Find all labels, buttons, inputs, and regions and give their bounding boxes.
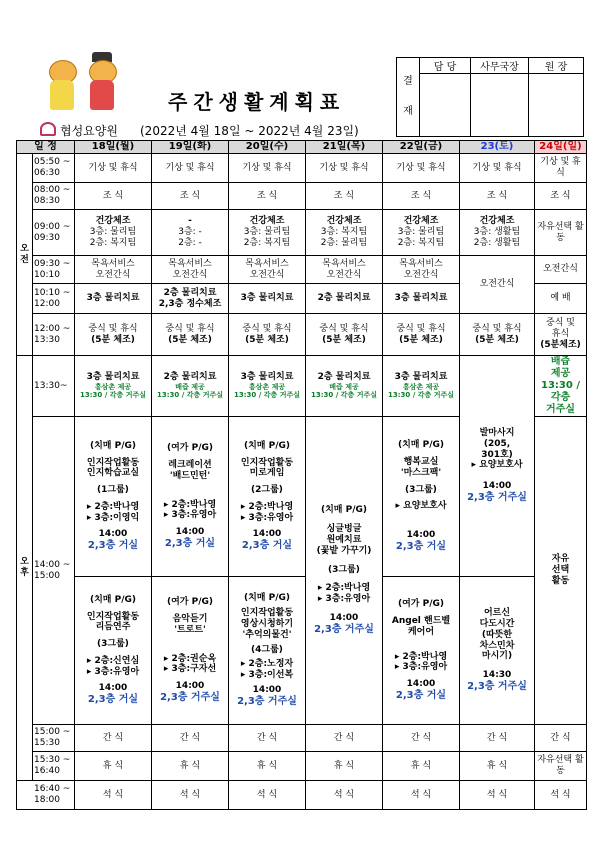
lunch-line-2: 휴식 [551, 329, 570, 340]
program-line: '마스크팩' [400, 467, 442, 478]
exercise-2f: 2층: 물리팀 [320, 237, 368, 248]
exercise-title: 건강체조 [95, 216, 131, 227]
lunch-line-1: 중식 및 [546, 318, 575, 329]
program-staff: ▸ 2층:박나영 [394, 651, 448, 662]
program-time: 14:00 [175, 681, 205, 692]
lunch-line-3: (5분체조) [540, 339, 581, 350]
time-0930: 09:30 ~ 10:10 [33, 256, 75, 284]
time-1330: 13:30~ [33, 356, 75, 417]
tiger-mascot-icon [46, 60, 78, 112]
program-type: (여가 P/G) [166, 597, 214, 608]
cell-thu-therapy: 2층 물리치료 [306, 284, 383, 314]
approval-col-director: 원 장 [529, 58, 584, 74]
cell-sun-free-activity [535, 417, 587, 725]
exercise-2f: 2층: 복지팀 [397, 237, 445, 248]
program-line: 싱글벙글 [326, 524, 362, 535]
drink-line: 각층 [550, 392, 571, 403]
approval-sign-staff[interactable] [420, 74, 471, 137]
program-group: (1그룹) [97, 485, 129, 496]
tiger-mascot-hanbok-icon [86, 60, 118, 112]
bath-label: 목욕서비스 [322, 258, 366, 269]
lunch-label: 중식 및 휴식 [242, 323, 292, 334]
drink-line: 배즙 [550, 356, 571, 367]
period-text: (2022년 4월 18일 ~ 2022년 4월 23일) [140, 124, 359, 138]
cell-fri-bath [383, 256, 460, 284]
cell-wed-wakeup: 기상 및 휴식 [229, 154, 306, 183]
program-staff: ▸ 2층:신연심 [86, 655, 140, 666]
cell-sun-exercise: 자유선택 활동 [535, 210, 587, 256]
free-line: 활동 [551, 575, 570, 586]
exercise-title: - [188, 216, 192, 227]
cell-sun-snack-pm: 간 식 [535, 725, 587, 752]
lunch-label: 중식 및 휴식 [319, 323, 369, 334]
row-therapy-pm [17, 356, 587, 417]
program-staff: ▸ 요양보호사 [471, 460, 523, 471]
cell-mon-program-a [75, 417, 152, 577]
program-line: 마시기) [481, 651, 513, 662]
cell-wed-program-a [229, 417, 306, 577]
program-line: (205, [483, 438, 511, 449]
free-line: 자유 [551, 554, 570, 565]
program-staff: ▸ 3층:이영익 [86, 512, 140, 523]
program-time: 14:00 [98, 529, 128, 540]
cell-tue-wakeup: 기상 및 휴식 [152, 154, 229, 183]
exercise-2f: 2층: 복지팀 [89, 237, 137, 248]
program-time: 14:00 [98, 683, 128, 694]
exercise-2f: 2층: 복지팀 [243, 237, 291, 248]
program-line: 케어어 [407, 626, 435, 637]
program-type: (치매 P/G) [89, 594, 137, 605]
program-type: (치매 P/G) [243, 440, 291, 451]
page-title: 주간생활계획표 [168, 90, 346, 114]
cell-thu-exercise [306, 210, 383, 256]
therapy-label: 3층 물리치료 [86, 372, 140, 383]
program-line: 레크레이션 [168, 459, 212, 470]
program-place: 2,3층 거실 [395, 689, 447, 701]
program-line: 음악듣기 [172, 613, 208, 624]
drink-note: 배즙 제공 [175, 383, 205, 391]
cell-thu-wakeup: 기상 및 휴식 [306, 154, 383, 183]
program-time: 14:00 [175, 527, 205, 538]
exercise-3f: 3층: 생활팀 [473, 227, 521, 238]
row-lunch [17, 314, 587, 356]
drink-note: 흥삼촌 제공 [94, 383, 132, 391]
approval-sign-manager[interactable] [471, 74, 529, 137]
time-0800: 08:00 ~ 08:30 [33, 183, 75, 210]
cell-wed-rest: 휴 식 [229, 752, 306, 781]
cell-fri-dinner: 석 식 [383, 781, 460, 810]
approval-label: 결 재 [397, 58, 420, 137]
program-line: 인지작업활동 [86, 457, 140, 468]
program-line: 301호) [481, 449, 513, 460]
cell-wed-therapy: 3층 물리치료 [229, 284, 306, 314]
cell-tue-lunch [152, 314, 229, 356]
program-place: 2,3층 거주실 [237, 695, 297, 707]
program-place: 2,3층 거주실 [467, 680, 527, 692]
drink-time: 13:30 / 각층 거주실 [80, 391, 146, 400]
header-thu: 21일(목) [306, 141, 383, 154]
cell-wed-program-b [229, 577, 306, 725]
program-line: 리듬연주 [95, 622, 131, 633]
program-type: (치매 P/G) [320, 505, 368, 516]
exercise-title: 건강체조 [403, 216, 439, 227]
snack-label: 오전간식 [326, 269, 362, 280]
row-rest [17, 752, 587, 781]
snack-label: 오전간식 [249, 269, 285, 280]
cell-sat-exercise [460, 210, 535, 256]
program-group: (3그룹) [97, 639, 129, 650]
time-1200: 12:00 ~ 13:30 [33, 314, 75, 356]
therapy-label: 2층 물리치료 [163, 287, 217, 298]
program-type: (여가 P/G) [397, 599, 445, 610]
cell-sat-wakeup: 기상 및 휴식 [460, 154, 535, 183]
program-staff: ▸ 2층:박나영 [163, 499, 217, 510]
drink-time: 13:30 / 각층 거주실 [388, 391, 454, 400]
cell-fri-program-b [383, 577, 460, 725]
header-sat: 23(토) [460, 141, 535, 154]
time-1010: 10:10 ~ 12:00 [33, 284, 75, 314]
header-wed: 20일(수) [229, 141, 306, 154]
program-line: 차스민차 [479, 640, 515, 651]
approval-col-manager: 사무국장 [471, 58, 529, 74]
program-staff: ▸ 2층:노정자 [240, 659, 294, 670]
cell-fri-therapy: 3층 물리치료 [383, 284, 460, 314]
program-place: 2,3층 거주실 [467, 491, 527, 503]
program-place: 2,3층 거주실 [314, 623, 374, 635]
row-program-b [17, 577, 587, 725]
organization-label: 협성요양원 [60, 124, 118, 138]
organization-logo-icon [40, 122, 56, 136]
drink-time: 13:30 / 각층 거주실 [234, 391, 300, 400]
bath-label: 목욕서비스 [91, 258, 135, 269]
snack-label: 오전간식 [403, 269, 439, 280]
drink-line: 13:30 / [541, 380, 580, 391]
drink-line: 거주실 [546, 404, 575, 415]
lunch-label: 중식 및 휴식 [396, 323, 446, 334]
cell-sat-program-a [460, 356, 535, 577]
cell-tue-bath [152, 256, 229, 284]
program-type: (치매 P/G) [89, 440, 137, 451]
cell-mon-bath [75, 256, 152, 284]
approval-box [396, 57, 584, 137]
program-place: 2,3층 거실 [87, 540, 139, 552]
cell-wed-bath [229, 256, 306, 284]
exercise-title: 건강체조 [479, 216, 515, 227]
cell-thu-rest: 휴 식 [306, 752, 383, 781]
program-time: 14:00 [329, 612, 359, 623]
cell-sat-snack: 오전간식 [460, 256, 535, 314]
program-place: 2,3층 거실 [395, 540, 447, 552]
exercise-3f: 3층: 물리팀 [243, 227, 291, 238]
header-row [17, 141, 587, 154]
lunch-label: 중식 및 휴식 [88, 323, 138, 334]
time-1530: 15:30 ~ 16:40 [33, 752, 75, 781]
exercise-3f: 3층: 물리팀 [89, 227, 137, 238]
program-time: 14:00 [482, 481, 512, 492]
row-wakeup [17, 154, 587, 183]
program-line: 인지학습교실 [86, 468, 140, 479]
cell-mon-snack: 간 식 [75, 725, 152, 752]
lunch-exercise: (5분 체조) [245, 334, 289, 345]
program-group: (3그룹) [328, 564, 360, 575]
cell-tue-dinner: 석 식 [152, 781, 229, 810]
program-line: (꽃밭 가꾸기) [316, 545, 372, 556]
cell-sun-wakeup: 기상 및 휴식 [535, 154, 587, 183]
cell-thu-bath [306, 256, 383, 284]
cell-tue-exercise [152, 210, 229, 256]
program-place: 2,3층 거실 [164, 537, 216, 549]
program-staff: ▸ 3층:이선복 [240, 670, 294, 681]
drink-note: 흥삼촌 제공 [402, 383, 440, 391]
cell-sat-program-b [460, 577, 535, 725]
cell-sun-rest: 자유선택 활동 [535, 752, 587, 781]
program-time: 14:00 [406, 530, 436, 541]
cell-sun-drink [535, 356, 587, 417]
cell-wed-snack: 간 식 [229, 725, 306, 752]
program-staff: ▸ 요양보호사 [395, 501, 447, 512]
cell-thu-program [306, 417, 383, 725]
header-fri: 22일(금) [383, 141, 460, 154]
cell-tue-program-b [152, 577, 229, 725]
program-group: (4그룹) [251, 644, 283, 655]
cell-thu-lunch [306, 314, 383, 356]
drink-time: 13:30 / 각층 거주실 [311, 391, 377, 400]
program-staff: ▸ 3층:유영아 [394, 662, 448, 673]
cell-sat-lunch [460, 314, 535, 356]
header-mon: 18일(월) [75, 141, 152, 154]
pm-label: 오 후 [17, 356, 33, 781]
snack-label: 오전간식 [95, 269, 131, 280]
program-line: '추억의물건' [242, 629, 292, 640]
cell-fri-rest: 휴 식 [383, 752, 460, 781]
program-place: 2,3층 거실 [87, 694, 139, 706]
lunch-exercise: (5분 체조) [399, 334, 443, 345]
program-line: 원예치료 [326, 534, 362, 545]
cell-sun-dinner: 석 식 [535, 781, 587, 810]
program-staff: ▸ 2층:박나영 [240, 501, 294, 512]
program-line: Angel 핸드벨 [391, 615, 451, 626]
cell-wed-dinner: 석 식 [229, 781, 306, 810]
am-label: 오 전 [17, 154, 33, 356]
document-header [0, 0, 600, 140]
cell-mon-therapy: 3층 물리치료 [75, 284, 152, 314]
program-line: (따뜻한 [481, 629, 513, 640]
time-1400: 14:00 ~ 15:00 [33, 417, 75, 725]
program-line: 어르신 [483, 608, 511, 619]
program-staff: ▸ 3층:유영아 [86, 666, 140, 677]
therapy-label: 2층 물리치료 [163, 372, 217, 383]
cell-thu-breakfast: 조 식 [306, 183, 383, 210]
cell-mon-exercise [75, 210, 152, 256]
program-line: '배드민턴' [169, 470, 211, 481]
cell-sun-worship: 예 배 [535, 284, 587, 314]
cell-thu-therapy-pm [306, 356, 383, 417]
weekly-schedule-table [16, 140, 587, 810]
cell-fri-snack: 간 식 [383, 725, 460, 752]
cell-thu-snack: 간 식 [306, 725, 383, 752]
bath-label: 목욕서비스 [399, 258, 443, 269]
cell-mon-therapy-pm [75, 356, 152, 417]
cell-sat-rest: 휴 식 [460, 752, 535, 781]
cell-fri-exercise [383, 210, 460, 256]
program-group: (2그룹) [251, 485, 283, 496]
header-sun: 24일(일) [535, 141, 587, 154]
drink-note: 흥삼촌 제공 [248, 383, 286, 391]
program-type: (치매 P/G) [397, 440, 445, 451]
bath-label: 목욕서비스 [168, 258, 212, 269]
time-1640: 16:40 ~ 18:00 [17, 781, 75, 810]
cell-wed-therapy-pm [229, 356, 306, 417]
program-staff: ▸ 2층:박나영 [86, 501, 140, 512]
program-line: 미로게임 [249, 468, 285, 479]
therapy-label: 3층 물리치료 [240, 372, 294, 383]
program-line: 발마사지 [479, 428, 515, 438]
cell-sat-dinner: 석 식 [460, 781, 535, 810]
snack-label: 오전간식 [172, 269, 208, 280]
cell-tue-therapy [152, 284, 229, 314]
cell-mon-dinner: 석 식 [75, 781, 152, 810]
program-time: 14:00 [252, 529, 282, 540]
cell-mon-program-b [75, 577, 152, 725]
cell-mon-lunch [75, 314, 152, 356]
row-breakfast [17, 183, 587, 210]
program-line: 다도시간 [479, 618, 515, 629]
lunch-label: 중식 및 휴식 [472, 323, 522, 334]
program-time: 14:00 [252, 684, 282, 695]
row-snack-pm [17, 725, 587, 752]
exercise-2f: 2층: 생활팀 [473, 237, 521, 248]
program-staff: ▸ 3층:유영아 [317, 594, 371, 605]
program-staff: ▸ 3층:유영아 [240, 512, 294, 523]
row-exercise [17, 210, 587, 256]
therapy-extra: 2,3층 정수체조 [158, 298, 222, 309]
therapy-label: 2층 물리치료 [317, 372, 371, 383]
cell-sun-snack: 오전간식 [535, 256, 587, 284]
program-line: 인지작업활동 [86, 611, 140, 622]
cell-tue-rest: 휴 식 [152, 752, 229, 781]
program-line: '트로트' [174, 624, 206, 635]
cell-mon-breakfast: 조 식 [75, 183, 152, 210]
program-line: 인지작업활동 [240, 457, 294, 468]
cell-fri-therapy-pm [383, 356, 460, 417]
drink-line: 제공 [550, 368, 571, 379]
lunch-exercise: (5분 체조) [168, 334, 212, 345]
lunch-exercise: (5분 체조) [91, 334, 135, 345]
cell-wed-exercise [229, 210, 306, 256]
exercise-title: 건강체조 [249, 216, 285, 227]
row-bath [17, 256, 587, 284]
cell-mon-wakeup: 기상 및 휴식 [75, 154, 152, 183]
drink-time: 13:30 / 각층 거주실 [157, 391, 223, 400]
exercise-3f: 3층: - [178, 227, 202, 238]
exercise-3f: 3층: 물리팀 [397, 227, 445, 238]
approval-sign-director[interactable] [529, 74, 584, 137]
program-line: 행복교실 [403, 456, 439, 467]
cell-wed-breakfast: 조 식 [229, 183, 306, 210]
free-line: 선택 [551, 565, 570, 576]
cell-tue-breakfast: 조 식 [152, 183, 229, 210]
program-staff: ▸ 2층:박나영 [317, 583, 371, 594]
header-tue: 19일(화) [152, 141, 229, 154]
cell-sat-snack-pm: 간 식 [460, 725, 535, 752]
time-0900: 09:00 ~ 09:30 [33, 210, 75, 256]
program-line: 인지작업활동 [240, 608, 294, 619]
program-type: (여가 P/G) [166, 443, 214, 454]
cell-sun-lunch [535, 314, 587, 356]
program-type: (치매 P/G) [243, 593, 291, 604]
program-group: (3그룹) [405, 484, 437, 495]
cell-fri-breakfast: 조 식 [383, 183, 460, 210]
cell-wed-lunch [229, 314, 306, 356]
program-staff: ▸ 3층:구자선 [163, 664, 217, 675]
exercise-3f: 3층: 복지팀 [320, 227, 368, 238]
program-place: 2,3층 거주실 [160, 691, 220, 703]
therapy-label: 3층 물리치료 [394, 372, 448, 383]
lunch-exercise: (5분 체조) [322, 334, 366, 345]
program-time: 14:30 [482, 670, 512, 681]
exercise-2f: 2층: - [178, 237, 202, 248]
cell-tue-therapy-pm [152, 356, 229, 417]
time-0550: 05:50 ~ 06:30 [33, 154, 75, 183]
cell-fri-wakeup: 기상 및 휴식 [383, 154, 460, 183]
lunch-exercise: (5분 체조) [475, 334, 519, 345]
lunch-label: 중식 및 휴식 [165, 323, 215, 334]
cell-thu-dinner: 석 식 [306, 781, 383, 810]
program-staff: ▸ 3층:유영아 [163, 510, 217, 521]
drink-note: 배즙 제공 [329, 383, 359, 391]
cell-sat-breakfast: 조 식 [460, 183, 535, 210]
header-time: 일 정 [17, 141, 75, 154]
organization-name [40, 122, 118, 139]
exercise-title: 건강체조 [326, 216, 362, 227]
bath-label: 목욕서비스 [245, 258, 289, 269]
program-staff: ▸ 2층:권순옥 [163, 653, 217, 664]
program-time: 14:00 [406, 679, 436, 690]
program-place: 2,3층 거실 [241, 540, 293, 552]
row-dinner [17, 781, 587, 810]
time-1500: 15:00 ~ 15:30 [33, 725, 75, 752]
cell-mon-rest: 휴 식 [75, 752, 152, 781]
cell-sun-breakfast: 조 식 [535, 183, 587, 210]
program-line: 영상시청하기 [240, 618, 294, 629]
cell-tue-program-a [152, 417, 229, 577]
cell-fri-lunch [383, 314, 460, 356]
approval-col-staff: 담 당 [420, 58, 471, 74]
cell-fri-program-a [383, 417, 460, 577]
cell-tue-snack: 간 식 [152, 725, 229, 752]
